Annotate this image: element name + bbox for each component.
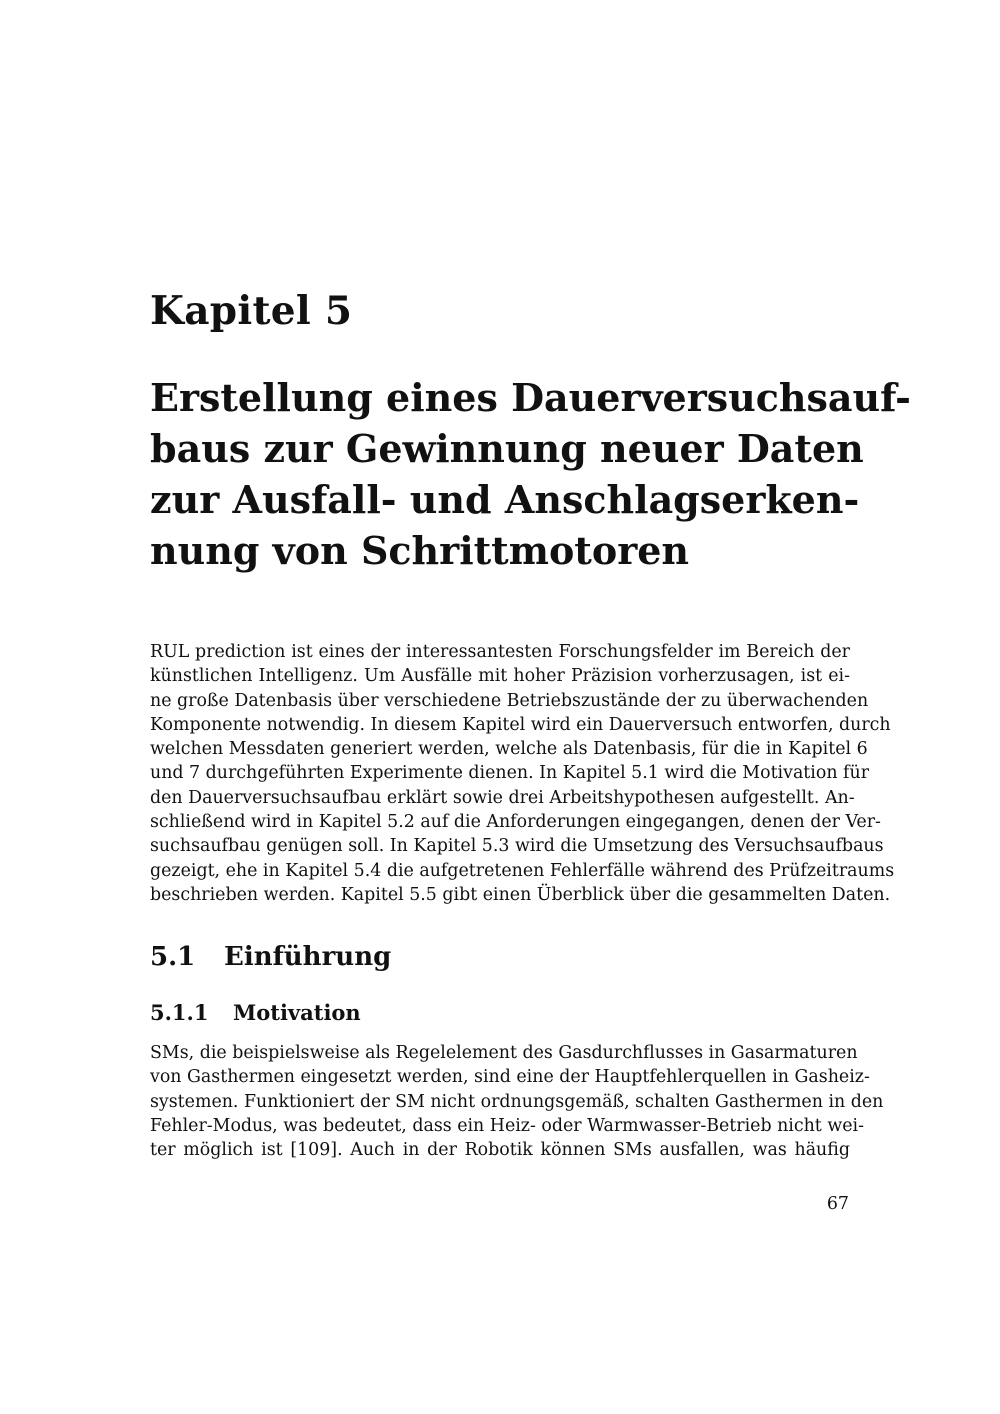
chapter-title-line: zur Ausfall- und Anschlagserken- [150,477,860,522]
intro-paragraph [150,640,895,907]
section-title: Einführung [224,942,392,972]
text-line: und 7 durchgeführten Experimente dienen. In Kapitel 5.1 wird die Motivation für [150,763,870,784]
text-line: beschrieben werden. Kapitel 5.5 gibt einen Überblick über die gesammelten Daten. [150,884,891,905]
text-line: schließend wird in Kapitel 5.2 auf die Anforderungen eingegangen, denen der Ver- [150,812,881,833]
page-number: 67 [826,1194,849,1214]
subsection-title: Motivation [233,1000,361,1025]
section-number: 5.1 [150,942,196,972]
subsection-heading [150,1000,361,1025]
text-line: welchen Messdaten generiert werden, welche als Datenbasis, für die in Kapitel 6 [150,739,868,760]
text-line: RUL prediction ist eines der interessantesten Forschungsfelder im Bereich der [150,642,850,662]
text-line: Fehler-Modus, was bedeutet, dass ein Heiz- oder Warmwasser-Betrieb nicht wei- [150,1115,864,1136]
chapter-title-line: Erstellung eines Dauerversuchsauf- [150,375,911,420]
subsection-number: 5.1.1 [150,1000,209,1025]
text-line: systemen. Funktioniert der SM nicht ordnungsgemäß, schalten Gasthermen in den [150,1091,884,1112]
chapter-label: Kapitel 5 [150,288,353,334]
text-line: gezeigt, ehe in Kapitel 5.4 die aufgetretenen Fehlerfälle während des Prüfzeitraums [150,860,895,881]
text-line: ne große Datenbasis über verschiedene Betriebszustände der zu überwachenden [150,690,869,711]
chapter-title [150,372,911,576]
text-line: künstlichen Intelligenz. Um Ausfälle mit hoher Präzision vorherzusagen, ist ei- [150,666,850,687]
chapter-title-line: baus zur Gewinnung neuer Daten [150,426,864,471]
text-line: SMs, die beispielsweise als Regelelement des Gasdurchflusses in Gasarmaturen [150,1043,858,1063]
section-heading [150,942,391,973]
motivation-paragraph [150,1041,884,1162]
text-line: den Dauerversuchsaufbau erklärt sowie drei Arbeitshypothesen aufgestellt. An- [150,787,855,808]
chapter-title-line: nung von Schrittmotoren [150,528,690,573]
text-line: ter möglich ist [109]. Auch in der Robotik können SMs ausfallen, was häufig [150,1140,850,1161]
text-line: Komponente notwendig. In diesem Kapitel wird ein Dauerversuch entworfen, durch [150,714,891,735]
text-line: suchsaufbau genügen soll. In Kapitel 5.3 wird die Umsetzung des Versuchsaufbaus [150,836,884,857]
text-line: von Gasthermen eingesetzt werden, sind eine der Hauptfehlerquellen in Gasheiz- [150,1067,870,1088]
